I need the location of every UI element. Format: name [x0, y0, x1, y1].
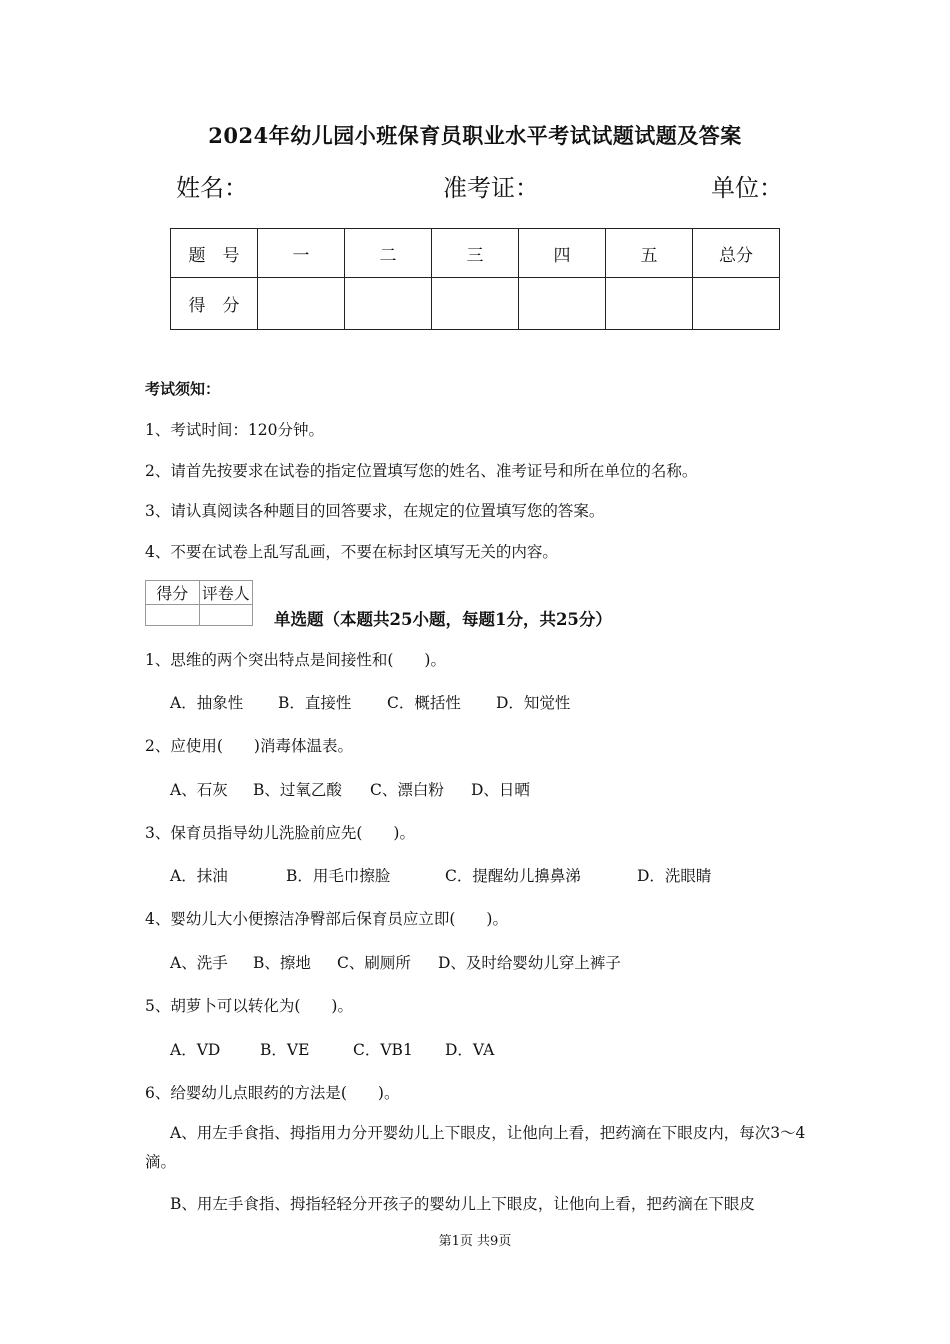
question-text: 1、思维的两个突出特点是间接性和( )。	[145, 651, 446, 669]
option: C．提醒幼儿擤鼻涕	[445, 867, 581, 885]
score-table-score-row	[171, 278, 780, 330]
score-row-label: 得 分	[171, 278, 258, 330]
grader-score-cell	[146, 605, 200, 626]
question-options	[170, 1038, 494, 1060]
option: B、擦地	[253, 954, 311, 972]
question-options	[170, 778, 530, 800]
notice-item: 1、考试时间：120分钟。	[145, 421, 324, 439]
page-footer: 第1页 共9页	[438, 1234, 512, 1249]
name-field-label: 姓名：	[176, 174, 248, 202]
option: C、漂白粉	[370, 781, 444, 799]
score-table	[170, 228, 780, 330]
document-title: 2024年幼儿园小班保育员职业水平考试试题试题及答案	[208, 123, 742, 148]
option: C．概括性	[387, 694, 461, 712]
option: A．抽象性	[170, 694, 244, 712]
option: D．洗眼睛	[637, 867, 712, 885]
answer-paragraph: A、用左手食指、拇指用力分开婴幼儿上下眼皮，让他向上看，把药滴在下眼皮内，每次3～4滴。	[145, 1124, 806, 1171]
option: A、洗手	[170, 954, 228, 972]
score-cell	[432, 278, 519, 330]
score-cell	[606, 278, 693, 330]
score-table-header-row	[171, 229, 780, 278]
question-options	[170, 864, 711, 886]
option: D．知觉性	[496, 694, 571, 712]
option: A．抹油	[170, 867, 228, 885]
option: B．用毛巾擦脸	[286, 867, 391, 885]
notice-item: 2、请首先按要求在试卷的指定位置填写您的姓名、准考证号和所在单位的名称。	[145, 462, 698, 480]
question-text: 4、婴幼儿大小便擦洁净臀部后保育员应立即( )。	[145, 910, 508, 928]
notice-heading: 考试须知：	[145, 380, 221, 398]
option: D、日晒	[471, 781, 530, 799]
score-cell	[519, 278, 606, 330]
score-table-header-cell: 总分	[693, 229, 780, 278]
option: D、及时给婴幼儿穿上裤子	[438, 954, 621, 972]
score-table-header-cell: 五	[606, 229, 693, 278]
option: C、刷厕所	[337, 954, 411, 972]
score-table-header-cell: 四	[519, 229, 606, 278]
option: C．VB1	[353, 1041, 413, 1059]
notice-item: 4、不要在试卷上乱写乱画，不要在标封区填写无关的内容。	[145, 543, 558, 561]
grader-score-label: 得分	[146, 581, 200, 605]
score-cell	[693, 278, 780, 330]
unit-field-label: 单位：	[711, 174, 783, 202]
option: B．直接性	[278, 694, 352, 712]
question-text: 5、胡萝卜可以转化为( )。	[145, 997, 353, 1015]
option: B．VE	[260, 1041, 310, 1059]
notice-item: 3、请认真阅读各种题目的回答要求，在规定的位置填写您的答案。	[145, 502, 605, 520]
score-cell	[258, 278, 345, 330]
option: D．VA	[445, 1041, 495, 1059]
section-title: 单选题（本题共25小题，每题1分，共25分）	[274, 610, 612, 629]
score-table-header-cell: 一	[258, 229, 345, 278]
question-options	[170, 951, 621, 973]
question-text: 3、保育员指导幼儿洗脸前应先( )。	[145, 824, 415, 842]
grader-name-label: 评卷人	[199, 581, 253, 605]
score-table-header-cell: 二	[345, 229, 432, 278]
grader-box	[145, 580, 253, 626]
score-table-header-cell: 三	[432, 229, 519, 278]
option: B、过氧乙酸	[253, 781, 342, 799]
score-table-header-cell: 题 号	[171, 229, 258, 278]
option: A、石灰	[170, 781, 228, 799]
grader-name-cell	[199, 605, 253, 626]
question-options	[170, 691, 570, 713]
score-cell	[345, 278, 432, 330]
answer-paragraph: B、用左手食指、拇指轻轻分开孩子的婴幼儿上下眼皮，让他向上看，把药滴在下眼皮	[170, 1195, 755, 1213]
exam-id-field-label: 准考证：	[443, 174, 539, 202]
question-text: 2、应使用( )消毒体温表。	[145, 737, 353, 755]
question-text: 6、给婴幼儿点眼药的方法是( )。	[145, 1084, 400, 1102]
option: A．VD	[170, 1041, 221, 1059]
